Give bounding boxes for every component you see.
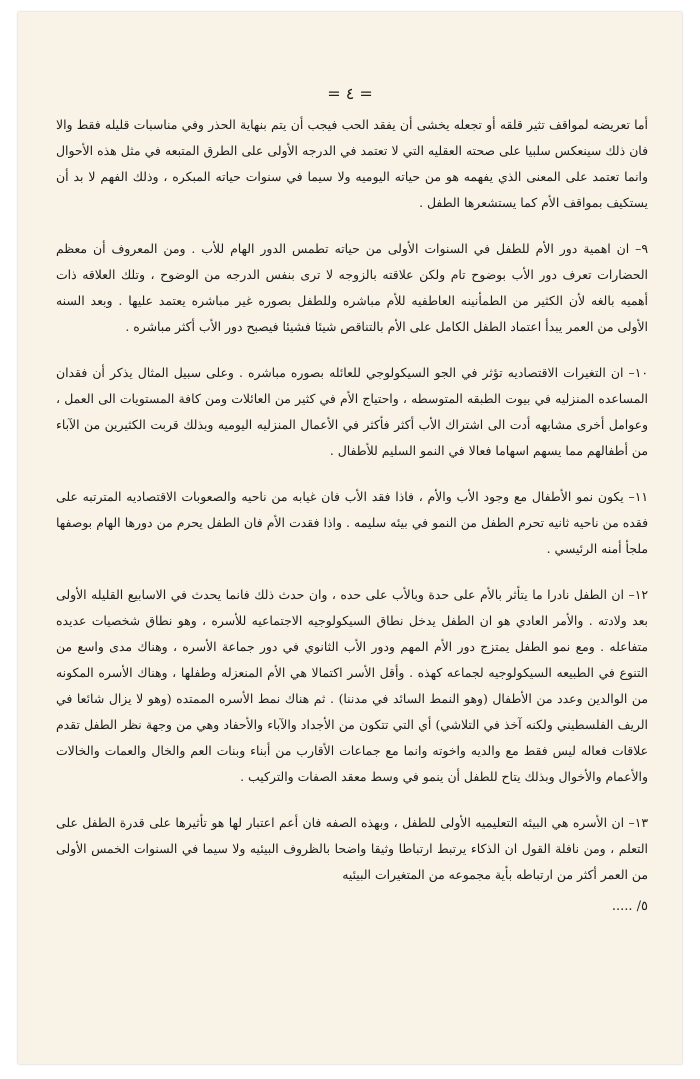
paragraph-11: ١١– يكون نمو الأطفال مع وجود الأب والأم ، فاذا فقد الأب فان غيابه من ناحيه والصعوبات الاقتصاديه المترتبه على فقده من ناحيه ثانيه تحرم الطفل من النمو في بيئه سليمه . واذا فقدت الأم فان الطفل يحرم من دورها الهام بوصفها ملجأ أمنه الرئيسي . [56,489,648,556]
page-number: = ٤ = [327,84,373,103]
paragraph-10: ١٠– ان التغيرات الاقتصاديه تؤثر في الجو السيكولوجي للعائله بصوره مباشره . وعلى سبيل المثال يذكر أن فقدان المساعده المنزليه في بيوت الطبقه المتوسطه ، واحتياج الأم في كثير من العائلات ومن كافة المستويات الى العمل ، وعوامل أخرى مشابهه أدت الى اشتراك الأب أكثر فأكثر في الأعمال المنزليه اليوميه وبذلك قربت الكثيرين من الآباء من أطفالهم مما يسهم اسهاما فعالا في النمو السليم للأطفال . [56,365,648,458]
paragraph-9: ٩– ان اهمية دور الأم للطفل في السنوات الأولى من حياته تطمس الدور الهام للأب . ومن المعروف أن معظم الحضارات تعرف دور الأب بوضوح تام ولكن علاقته بالزوجه لا ترى بنفس الدرجه من الوضوح ، وتلك العلاقه ذات أهميه بالغه لأن الكثير من الطمأنينه العاطفيه للأم مباشره وللطفل بصوره غير مباشره يعتمد عليها . وبعد السنه الأولى من العمر يبدأ اعتماد الطفل الكامل على الأم بالتناقص شيئا فشيئا فيصبح دور الأب أكثر مباشره . [56,241,648,334]
continuation-marker: ..... /٥ [611,899,648,914]
paragraph-intro: أما تعريضه لمواقف تثير قلقه أو تجعله يخشى أن يفقد الحب فيجب أن يتم بنهاية الحذر وفي مناسبات قليله فقط والا فان ذلك سينعكس سلبيا على صحته العقليه التي لا تعتمد في الدرجه الأولى على الطرق المتبعه في مثل هذه الأحوال وانما تعتمد على المعنى الذي يفهمه هو من حياته اليوميه ولا سيما في سنوات حياته المبكره ، وذلك الفهم لا بد أن يستكيف بمواقف الأم كما يستشعرها الطفل . [56,117,648,210]
document-page [18,12,682,1064]
paragraph-13: ١٣– ان الأسره هي البيئه التعليميه الأولى للطفل ، وبهذه الصفه فان أعم اعتبار لها هو تأثيرها على قدرة الطفل على التعلم ، ومن نافلة القول ان الذكاء يرتبط ارتباطا وثيقا واضحا بالظروف البيئيه ولا سيما في السنوات الخمس الأولى من العمر أكثر من ارتباطه بأية مجموعه من المتغيرات البيئيه [56,815,648,882]
document-body [56,112,648,920]
paragraph-12: ١٢– ان الطفل نادرا ما يتأثر بالأم على حدة وبالأب على حده ، وان حدث ذلك فانما يحدث في الاسابيع القليله الأولى بعد ولادته . والأمر العادي هو ان الطفل يدخل نطاق السيكولوجيه الاجتماعيه للأسره ، وهو نطاق شخصيات عديده متفاعله . ومع نمو الطفل يمتزج دور الأم المهم ودور الأب الثانوي في دور جماعة الأسره ، وهناك مدى واسع من التنوع في الطبيعه السيكولوجيه لجماعه كهذه . وأقل الأسر اكتمالا هي الأم المنعزله وطفلها ، وهناك الأسره المكونه من الوالدين وعدد من الأطفال (وهو النمط السائد في مدننا) . ثم هناك نمط الأسره الممتده (وهو لا يزال شائعا في الريف الفلسطيني ولكنه آخذ في التلاشي) أي التي تتكون من الأجداد والآباء والأحفاد وهي من وجهة نظر الطفل تقدم علاقات فعاله ليس فقط مع والديه واخوته وانما مع جماعات الأقارب من أبناء وبنات العم والخال والعمات والخالات والأعمام والأخوال وبذلك يتاح للطفل أن ينمو في وسط معقد الصفات والتركيب . [56,587,648,784]
